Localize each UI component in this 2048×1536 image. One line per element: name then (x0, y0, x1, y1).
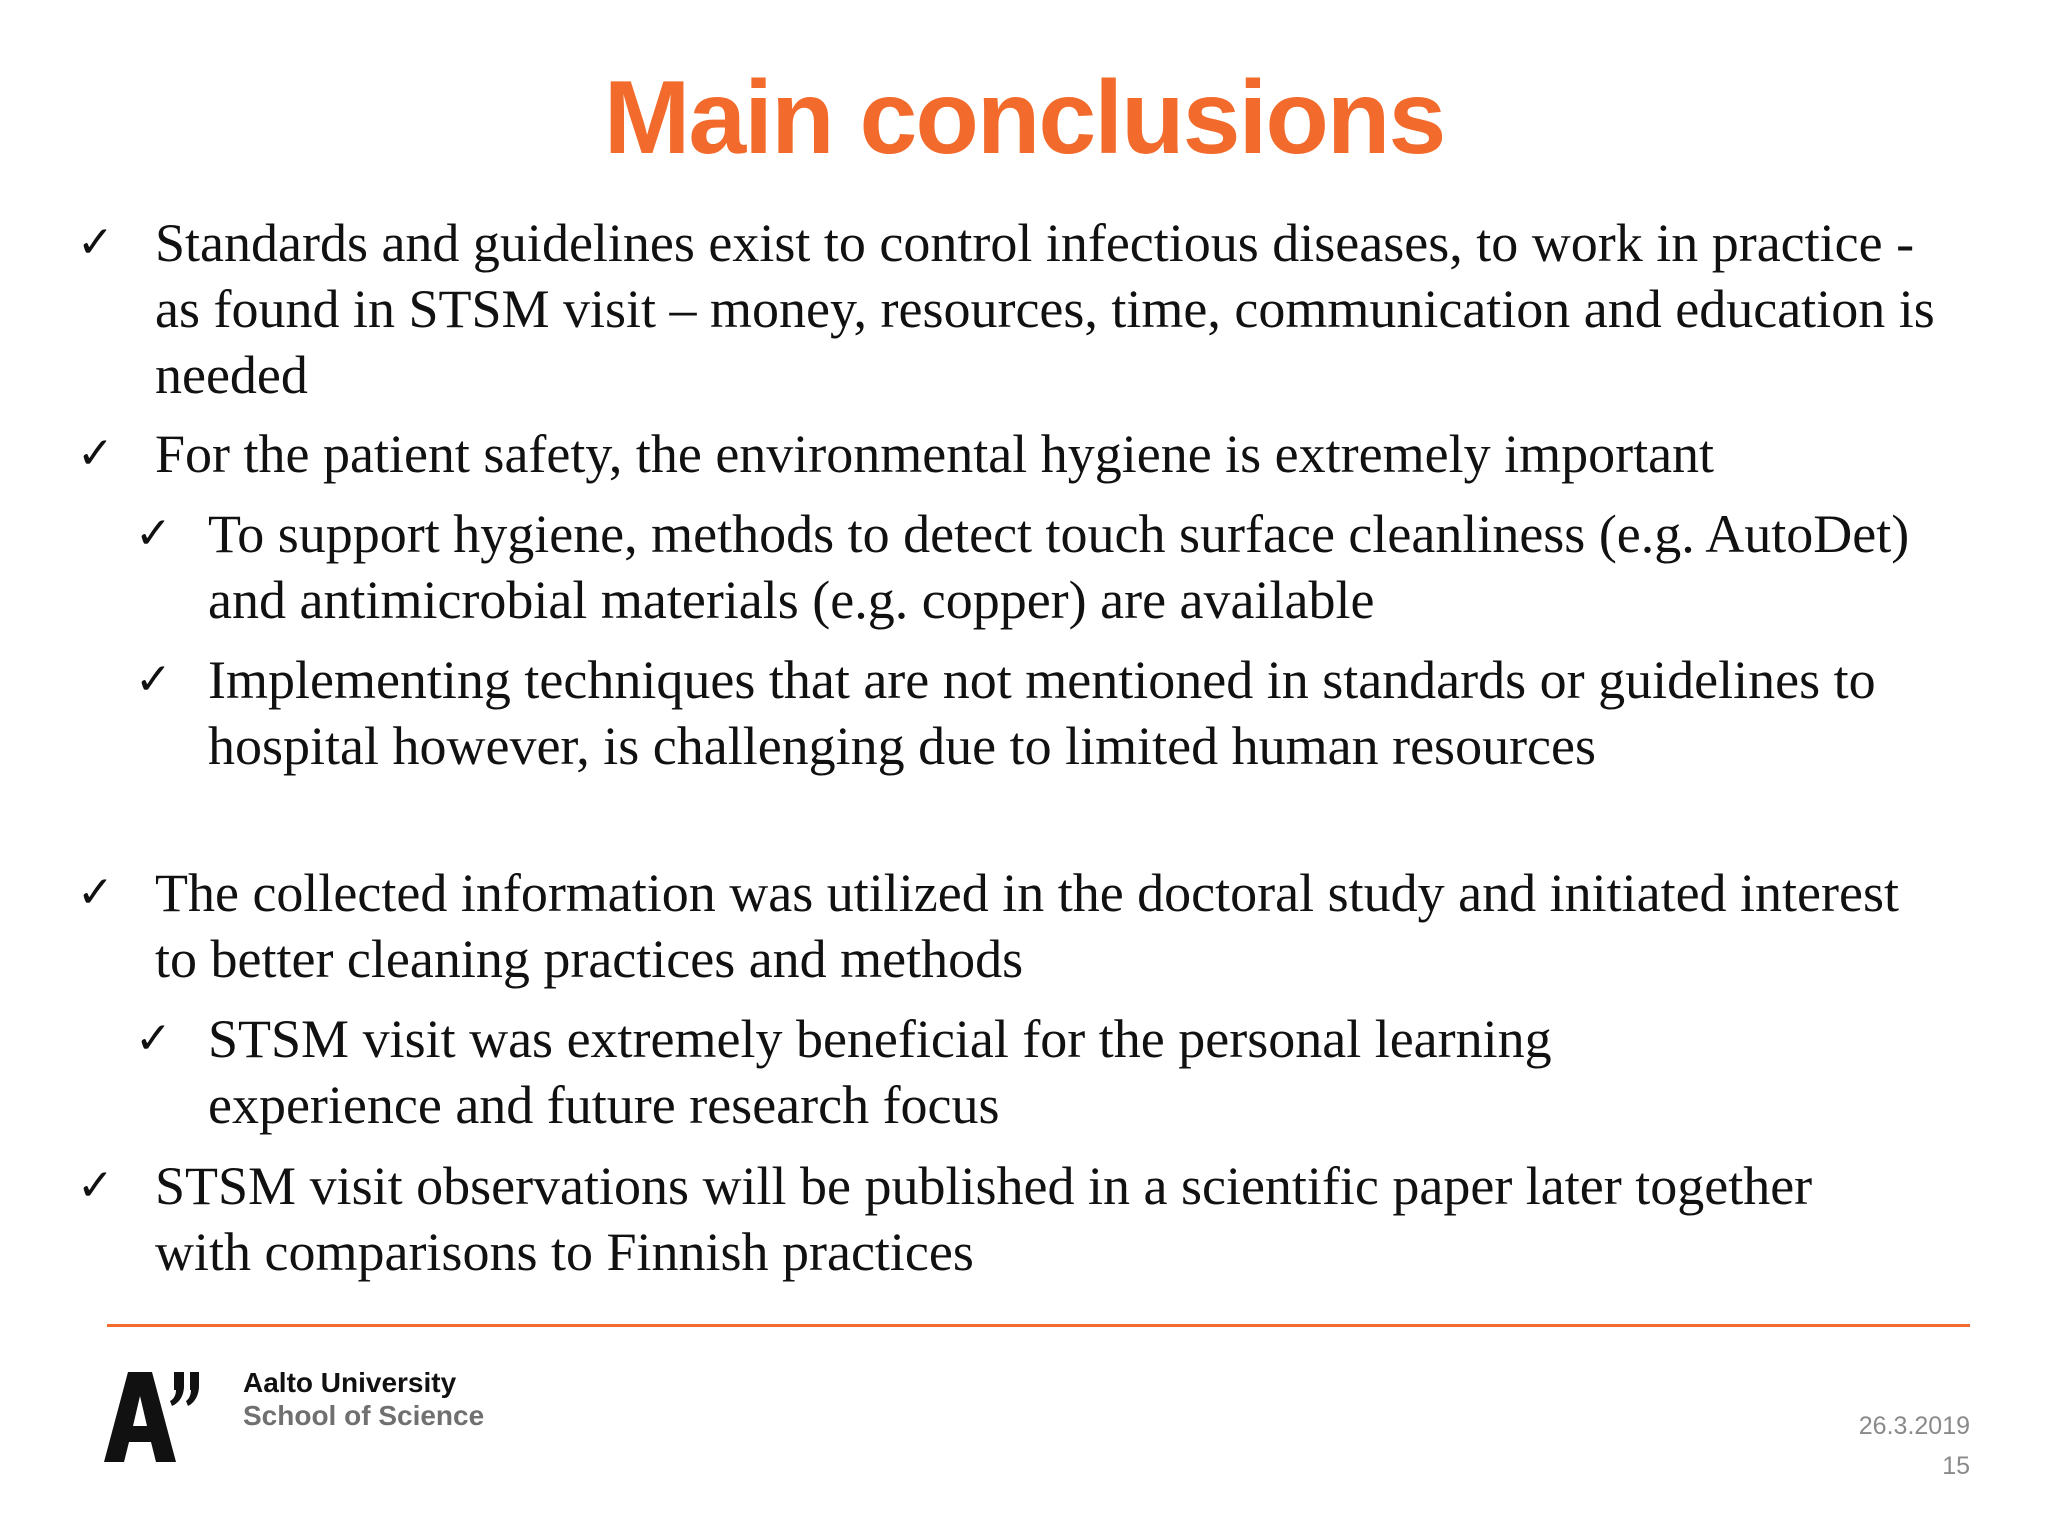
checkmark-icon: ✓ (77, 217, 114, 268)
checkmark-icon: ✓ (135, 1013, 172, 1064)
slide-date: 26.3.2019 (1858, 1412, 1970, 1440)
bullet-text: The collected information was utilized in the doctoral study and initiated interest to better cleaning practices and methods (155, 863, 1899, 989)
logo-text (243, 1366, 484, 1432)
bullet-text: Standards and guidelines exist to control infectious diseases, to work in practice - as found in STSM visit – money, resources, time, communication and education is needed (155, 213, 1935, 405)
bullet-item (135, 1006, 1768, 1138)
checkmark-icon: ✓ (135, 508, 172, 559)
bullet-text: Implementing techniques that are not mentioned in standards or guidelines to hospital however, is challenging due to limited human resources (208, 650, 1876, 776)
slide-title: Main conclusions (603, 60, 1445, 176)
bullet-item (77, 210, 1945, 408)
school-name: School of Science (243, 1400, 485, 1431)
bullet-text: STSM visit observations will be published in a scientific paper later together with comparisons to Finnish practices (155, 1156, 1813, 1282)
aalto-logo-icon (104, 1372, 199, 1462)
checkmark-icon: ✓ (135, 654, 172, 705)
checkmark-icon: ✓ (77, 867, 114, 918)
bullet-item (135, 647, 1948, 779)
university-name: Aalto University (243, 1367, 457, 1398)
footer-divider (107, 1324, 1970, 1327)
bullet-item (77, 421, 1945, 487)
checkmark-icon: ✓ (77, 1160, 114, 1211)
checkmark-icon: ✓ (77, 428, 114, 479)
bullet-text: STSM visit was extremely beneficial for the personal learning experience and future research focus (208, 1009, 1552, 1135)
bullet-item (77, 1153, 1915, 1285)
bullet-item (77, 860, 1945, 992)
bullet-text: For the patient safety, the environmental hygiene is extremely important (155, 424, 1715, 484)
page-number: 15 (1942, 1452, 1970, 1480)
bullet-text: To support hygiene, methods to detect touch surface cleanliness (e.g. AutoDet) and antimicrobial materials (e.g. copper) are available (208, 504, 1910, 630)
bullet-item (135, 501, 1948, 633)
